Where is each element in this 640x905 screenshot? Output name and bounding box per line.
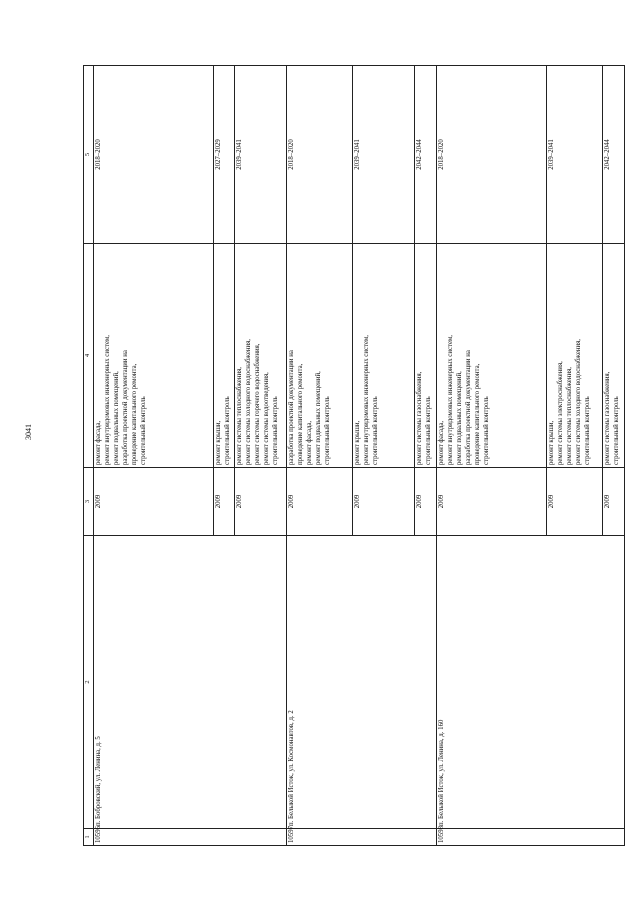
object-address: п. Бобровский, ул. Ленина, д. 5 [94,536,287,829]
repair-period: 2042–2044 [414,66,436,244]
page-number: 3041 [24,424,33,440]
column-header-2: 2 [84,536,94,829]
repair-work-item: строительный контроль [323,396,331,465]
repair-work-item: ремонт подвальных помещений, [314,371,322,465]
repair-schedule-table [83,65,625,846]
repair-work-item: строительный контроль [371,396,379,465]
column-header-5: 5 [84,66,94,244]
commission-year: 2009 [602,468,624,536]
repair-works [234,244,286,468]
repair-work-item: ремонт фасада, [437,420,445,465]
table-row [94,66,214,846]
repair-work-item: ремонт подвальных помещений, [455,371,463,465]
repair-work-item: разработка проектной документации на [121,350,129,465]
repair-work-item: ремонт фасада, [95,420,102,465]
repair-work-item: разработка проектной документации на [287,350,295,465]
repair-works [546,244,602,468]
commission-year: 2009 [352,468,414,536]
repair-works [94,244,214,468]
repair-work-item: ремонт системы холодного водоснабжения, [574,339,582,465]
repair-period: 2027–2029 [214,66,235,244]
repair-work-item: разработка проектной документации на [464,350,472,465]
repair-work-item: строительный контроль [271,396,279,465]
repair-works [414,244,436,468]
column-header-1: 1 [84,829,94,846]
repair-work-item: ремонт крыши, [547,420,555,465]
commission-year: 2009 [286,468,352,536]
rotated-table-container [83,66,620,846]
column-number-row [84,66,94,846]
commission-year: 2009 [414,468,436,536]
repair-work-item: ремонт системы газоснабжения, [415,371,423,465]
repair-work-item: ремонт фасада, [305,420,313,465]
repair-works [214,244,235,468]
repair-works [286,244,352,468]
repair-work-item: строительный контроль [139,396,147,465]
column-header-4: 4 [84,244,94,468]
repair-work-item: ремонт внутридомовых инженерных систем, [103,335,111,465]
repair-work-item: проведение капитального ремонта, [296,363,304,465]
repair-period: 2039–2041 [234,66,286,244]
repair-works [352,244,414,468]
repair-work-item: строительный контроль [482,396,490,465]
repair-period: 2018–2020 [94,66,214,244]
repair-work-item: строительный контроль [223,396,231,465]
object-number: 10597. [286,829,436,846]
commission-year: 2009 [234,468,286,536]
repair-work-item: строительный контроль [612,396,620,465]
repair-work-item: ремонт внутридомовых инженерных систем, [446,335,454,465]
repair-work-item: ремонт системы холодного водоснабжения, [244,339,252,465]
repair-work-item: строительный контроль [424,396,432,465]
repair-period: 2018–2020 [436,66,546,244]
repair-work-item: проведение капитального ремонта, [130,363,138,465]
repair-works [436,244,546,468]
repair-work-item: ремонт крыши, [215,420,222,465]
table-row [286,66,352,846]
repair-period: 2039–2041 [352,66,414,244]
repair-work-item: ремонт системы горячего водоснабжения, [253,343,261,465]
repair-work-item: ремонт крыши, [353,420,361,465]
object-address: п. Белыкой Исток, ул. Ленина, д. 160 [436,536,624,829]
table-row [436,66,546,846]
repair-work-item: ремонт системы газоснабжения, [603,371,611,465]
table-body [94,66,625,846]
repair-period: 2039–2041 [546,66,602,244]
object-address: п. Белыкой Исток, ул. Космонавтов, д. 2 [286,536,436,829]
repair-work-item: ремонт системы теплоснабжения, [235,367,243,465]
column-header-3: 3 [84,468,94,536]
object-number: 10596. [94,829,287,846]
commission-year: 2009 [546,468,602,536]
repair-work-item: ремонт внутридомовых инженерных систем, [362,335,370,465]
repair-period: 2018–2020 [286,66,352,244]
commission-year: 2009 [214,468,235,536]
repair-work-item: строительный контроль [583,396,591,465]
repair-works [602,244,624,468]
commission-year: 2009 [94,468,214,536]
object-number: 10598. [436,829,624,846]
repair-work-item: проведение капитального ремонта, [473,363,481,465]
repair-work-item: ремонт системы теплоснабжения, [565,367,573,465]
repair-period: 2042–2044 [602,66,624,244]
commission-year: 2009 [436,468,546,536]
repair-work-item: ремонт системы электроснабжения, [556,361,564,465]
repair-work-item: ремонт системы водоотведения, [262,372,270,465]
repair-work-item: ремонт подвальных помещений, [112,371,120,465]
